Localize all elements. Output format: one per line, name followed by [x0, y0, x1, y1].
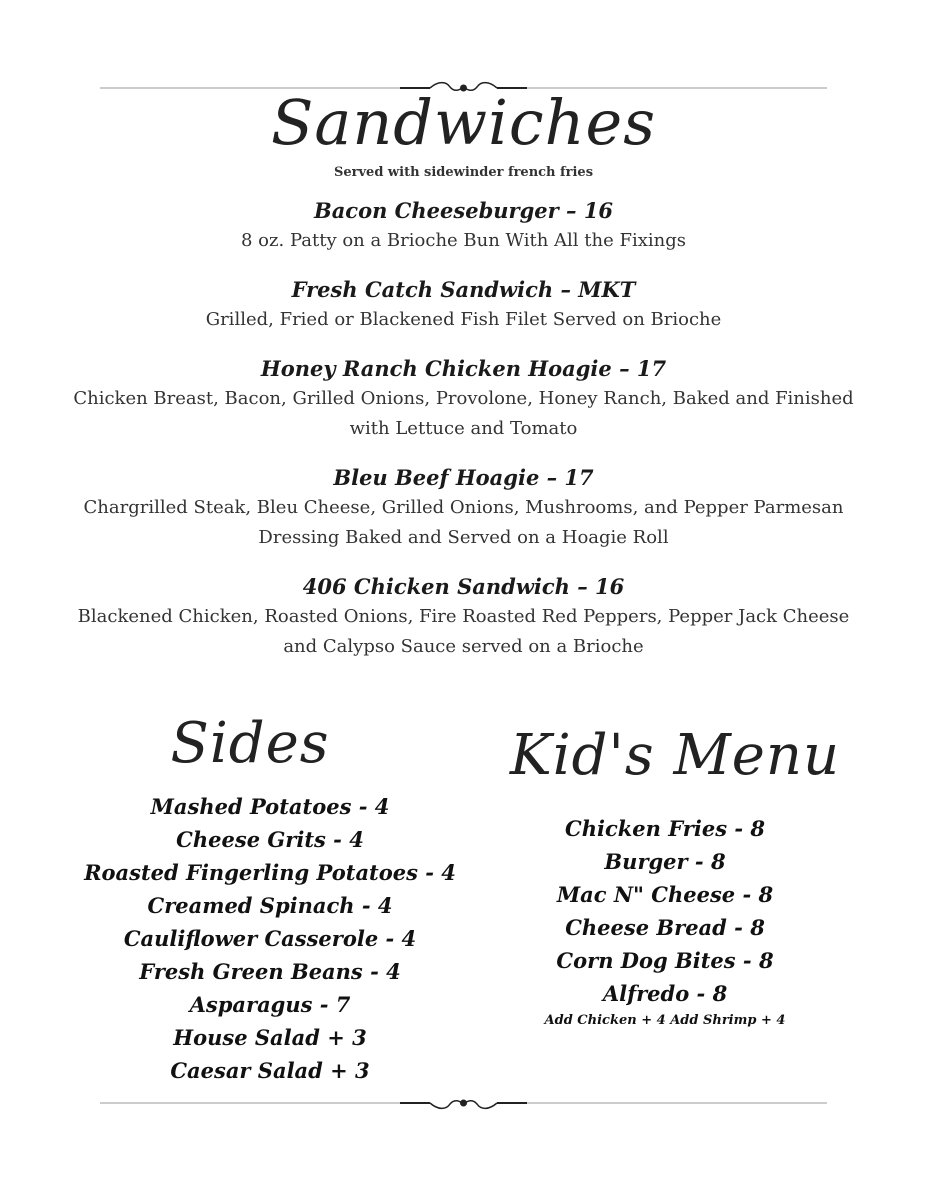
- kids-item: Mac N" Cheese - 8: [556, 882, 774, 907]
- item-description: Chargrilled Steak, Bleu Cheese, Grilled Onions, Mushrooms, and Pepper Parmesan Dressing Baked and Served on a Hoagie Roll: [83, 497, 844, 548]
- item-description: Blackened Chicken, Roasted Onions, Fire Roasted Red Peppers, Pepper Jack Cheese and Calypso Sauce served on a Brioche: [77, 606, 850, 657]
- side-item: House Salad + 3: [173, 1025, 367, 1050]
- bottom-ornament-divider: [100, 1093, 827, 1113]
- kids-item: Corn Dog Bites - 8: [556, 948, 774, 973]
- kids-item: Alfredo - 8: [602, 981, 728, 1006]
- side-item: Roasted Fingerling Potatoes - 4: [84, 860, 456, 885]
- side-item: Cauliflower Casserole - 4: [123, 926, 417, 951]
- side-item: Asparagus - 7: [189, 992, 351, 1017]
- item-name: Honey Ranch Chicken Hoagie – 17: [260, 356, 667, 381]
- sides-title: Sides: [170, 711, 330, 776]
- menu-item: [60, 354, 867, 444]
- item-description: 8 oz. Patty on a Brioche Bun With All the Fixings: [241, 230, 686, 251]
- item-name: 406 Chicken Sandwich – 16: [302, 574, 625, 599]
- sandwich-list: [60, 196, 867, 681]
- side-item: Cheese Grits - 4: [176, 827, 364, 852]
- kids-add-on-note: Add Chicken + 4 Add Shrimp + 4: [544, 1013, 786, 1028]
- kids-item: Cheese Bread - 8: [565, 915, 765, 940]
- menu-item: [60, 572, 867, 662]
- kids-item: Burger - 8: [604, 849, 726, 874]
- side-item: Mashed Potatoes - 4: [150, 794, 390, 819]
- menu-item: [60, 275, 867, 335]
- menu-item: [60, 196, 867, 256]
- kids-item: Chicken Fries - 8: [565, 816, 765, 841]
- kids-menu-list: [510, 812, 820, 1032]
- side-item: Caesar Salad + 3: [170, 1058, 370, 1083]
- side-item: Creamed Spinach - 4: [147, 893, 393, 918]
- menu-item: [60, 463, 867, 553]
- item-name: Bacon Cheeseburger – 16: [313, 198, 614, 223]
- item-name: Fresh Catch Sandwich – MKT: [291, 277, 636, 302]
- sandwiches-subtitle: Served with sidewinder french fries: [333, 165, 594, 180]
- item-description: Grilled, Fried or Blackened Fish Filet Served on Brioche: [205, 309, 722, 330]
- sandwiches-title: Sandwiches: [270, 86, 657, 159]
- side-item: Fresh Green Beans - 4: [139, 959, 401, 984]
- item-name: Bleu Beef Hoagie – 17: [333, 465, 594, 490]
- kids-menu-title: Kid's Menu: [509, 723, 841, 788]
- sides-list: [80, 790, 460, 1087]
- item-description: Chicken Breast, Bacon, Grilled Onions, Provolone, Honey Ranch, Baked and Finished with Lettuce and Tomato: [73, 388, 854, 439]
